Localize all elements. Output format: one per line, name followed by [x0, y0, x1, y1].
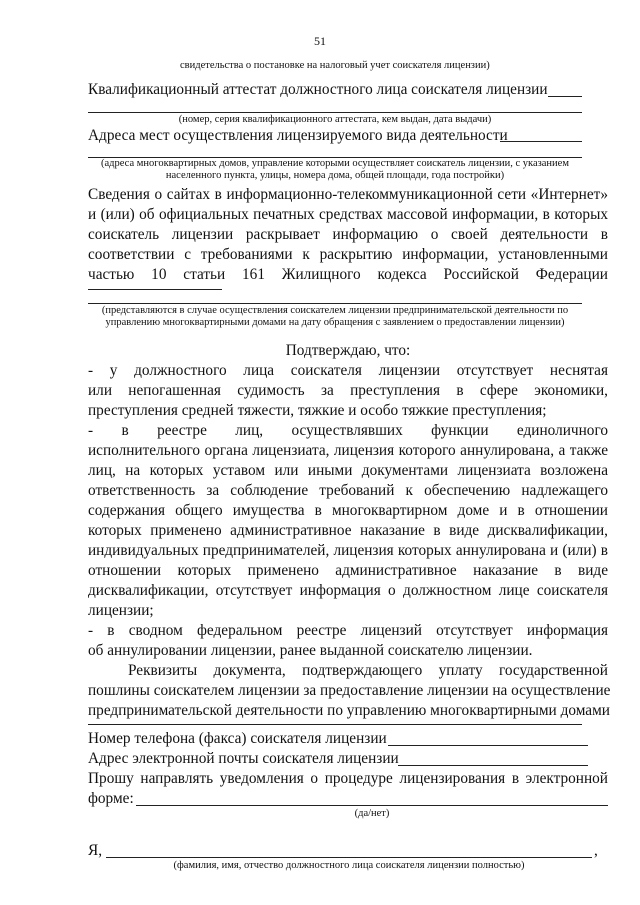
bullet2-line-8: отношении которых применено административное наказание в виде [88, 562, 608, 579]
qualification-line[interactable] [88, 112, 582, 113]
sites-line-3: соискатель лицензии раскрывает информацию о своей деятельности в [88, 226, 608, 243]
payment-line[interactable] [88, 724, 582, 725]
addresses-label: Адреса мест осуществления лицензируемого вида деятельности [88, 127, 508, 144]
notify-line-2: форме: [88, 790, 134, 807]
addresses-blank[interactable] [500, 141, 582, 142]
tax-registration-note: свидетельства о постановке на налоговый учет соискателя лицензии) [180, 60, 490, 71]
email-label: Адрес электронной почты соискателя лицензии [88, 750, 399, 767]
bullet1-line-2: или непогашенная судимость за преступления в сфере экономики, [88, 382, 608, 399]
qualification-blank[interactable] [548, 96, 582, 97]
sites-blank[interactable] [88, 289, 222, 290]
sites-line-2: и (или) об официальных печатных средствах массовой информации, в которых [88, 206, 608, 223]
yes-no-note: (да/нет) [354, 808, 390, 819]
phone-field[interactable] [388, 745, 588, 746]
qualification-label: Квалификационный аттестат должностного лица соискателя лицензии [88, 81, 548, 98]
email-field[interactable] [398, 765, 588, 766]
bullet3-line-1: - в сводном федеральном реестре лицензий отсутствует информация [88, 622, 608, 639]
sites-note-2: управлению многоквартирными домами на дату обращения с заявлением о предоставлении лицензии) [105, 317, 565, 328]
bullet1-line-3: преступления средней тяжести, тяжкие и особо тяжкие преступления; [88, 402, 547, 419]
bullet2-line-4: ответственность за соблюдение требований к обеспечению надлежащего [88, 482, 608, 499]
payment-line-3: предпринимательской деятельности по управлению многоквартирными домами [88, 702, 610, 719]
bullet2-line-3: лиц, на которых уставом или иными документами лицензиата возложена [88, 462, 608, 479]
bullet2-line-5: содержания общего имущества в многоквартирном доме и в отношении [88, 502, 608, 519]
notify-line-1: Прошу направлять уведомления о процедуре лицензирования в электронной [88, 770, 608, 787]
notify-field[interactable] [136, 805, 608, 806]
phone-label: Номер телефона (факса) соискателя лицензии [88, 730, 387, 747]
fio-comma: , [594, 842, 598, 859]
sites-note-1: (представляются в случае осуществления соискателем лицензии предпринимательской деятельности по [101, 305, 569, 316]
bullet3-line-2: об аннулировании лицензии, ранее выданной соискателю лицензии. [88, 642, 533, 659]
qualification-note: (номер, серия квалификационного аттестата, кем выдан, дата выдачи) [178, 114, 492, 125]
bullet2-line-2: исполнительного органа лицензиата, лицензия которого аннулирована, а также [88, 442, 608, 459]
fio-field[interactable] [106, 857, 592, 858]
sites-line-4: соответствии с требованиями к раскрытию информации, установленными [88, 246, 608, 263]
confirm-heading: Подтверждаю, что: [285, 342, 411, 359]
bullet1-line-1: - у должностного лица соискателя лицензии отсутствует неснятая [88, 362, 608, 379]
fio-note: (фамилия, имя, отчество должностного лица соискателя лицензии полностью) [173, 860, 525, 871]
sites-line-5: частью 10 статьи 161 Жилищного кодекса Российской Федерации [88, 266, 608, 283]
sites-line-1: Сведения о сайтах в информационно-телекоммуникационной сети «Интернет» [88, 186, 608, 203]
bullet2-line-10: лицензии; [88, 602, 154, 619]
payment-line-2: пошлины соискателем лицензии за предоставление лицензии на осуществление [88, 682, 611, 699]
addresses-note-2: населенного пункта, улицы, номера дома, общей площади, года постройки) [165, 170, 505, 181]
bullet2-line-9: дисквалификации, отсутствует информация о должностном лице соискателя [88, 582, 608, 599]
i-label: Я, [88, 842, 103, 859]
addresses-note-1: (адреса многоквартирных домов, управление которыми осуществляет соискатель лицензии, с указанием [101, 158, 569, 169]
payment-line-1: Реквизиты документа, подтверждающего уплату государственной [128, 662, 608, 679]
bullet2-line-6: которых применено административное наказание в виде дисквалификации, [88, 522, 608, 539]
page-number: 51 [314, 34, 326, 48]
bullet2-line-7: индивидуальных предпринимателей, лицензия которых аннулирована и (или) в [88, 542, 608, 559]
sites-line[interactable] [88, 303, 582, 304]
bullet2-line-1: - в реестре лиц, осуществлявших функции единоличного [88, 422, 608, 439]
